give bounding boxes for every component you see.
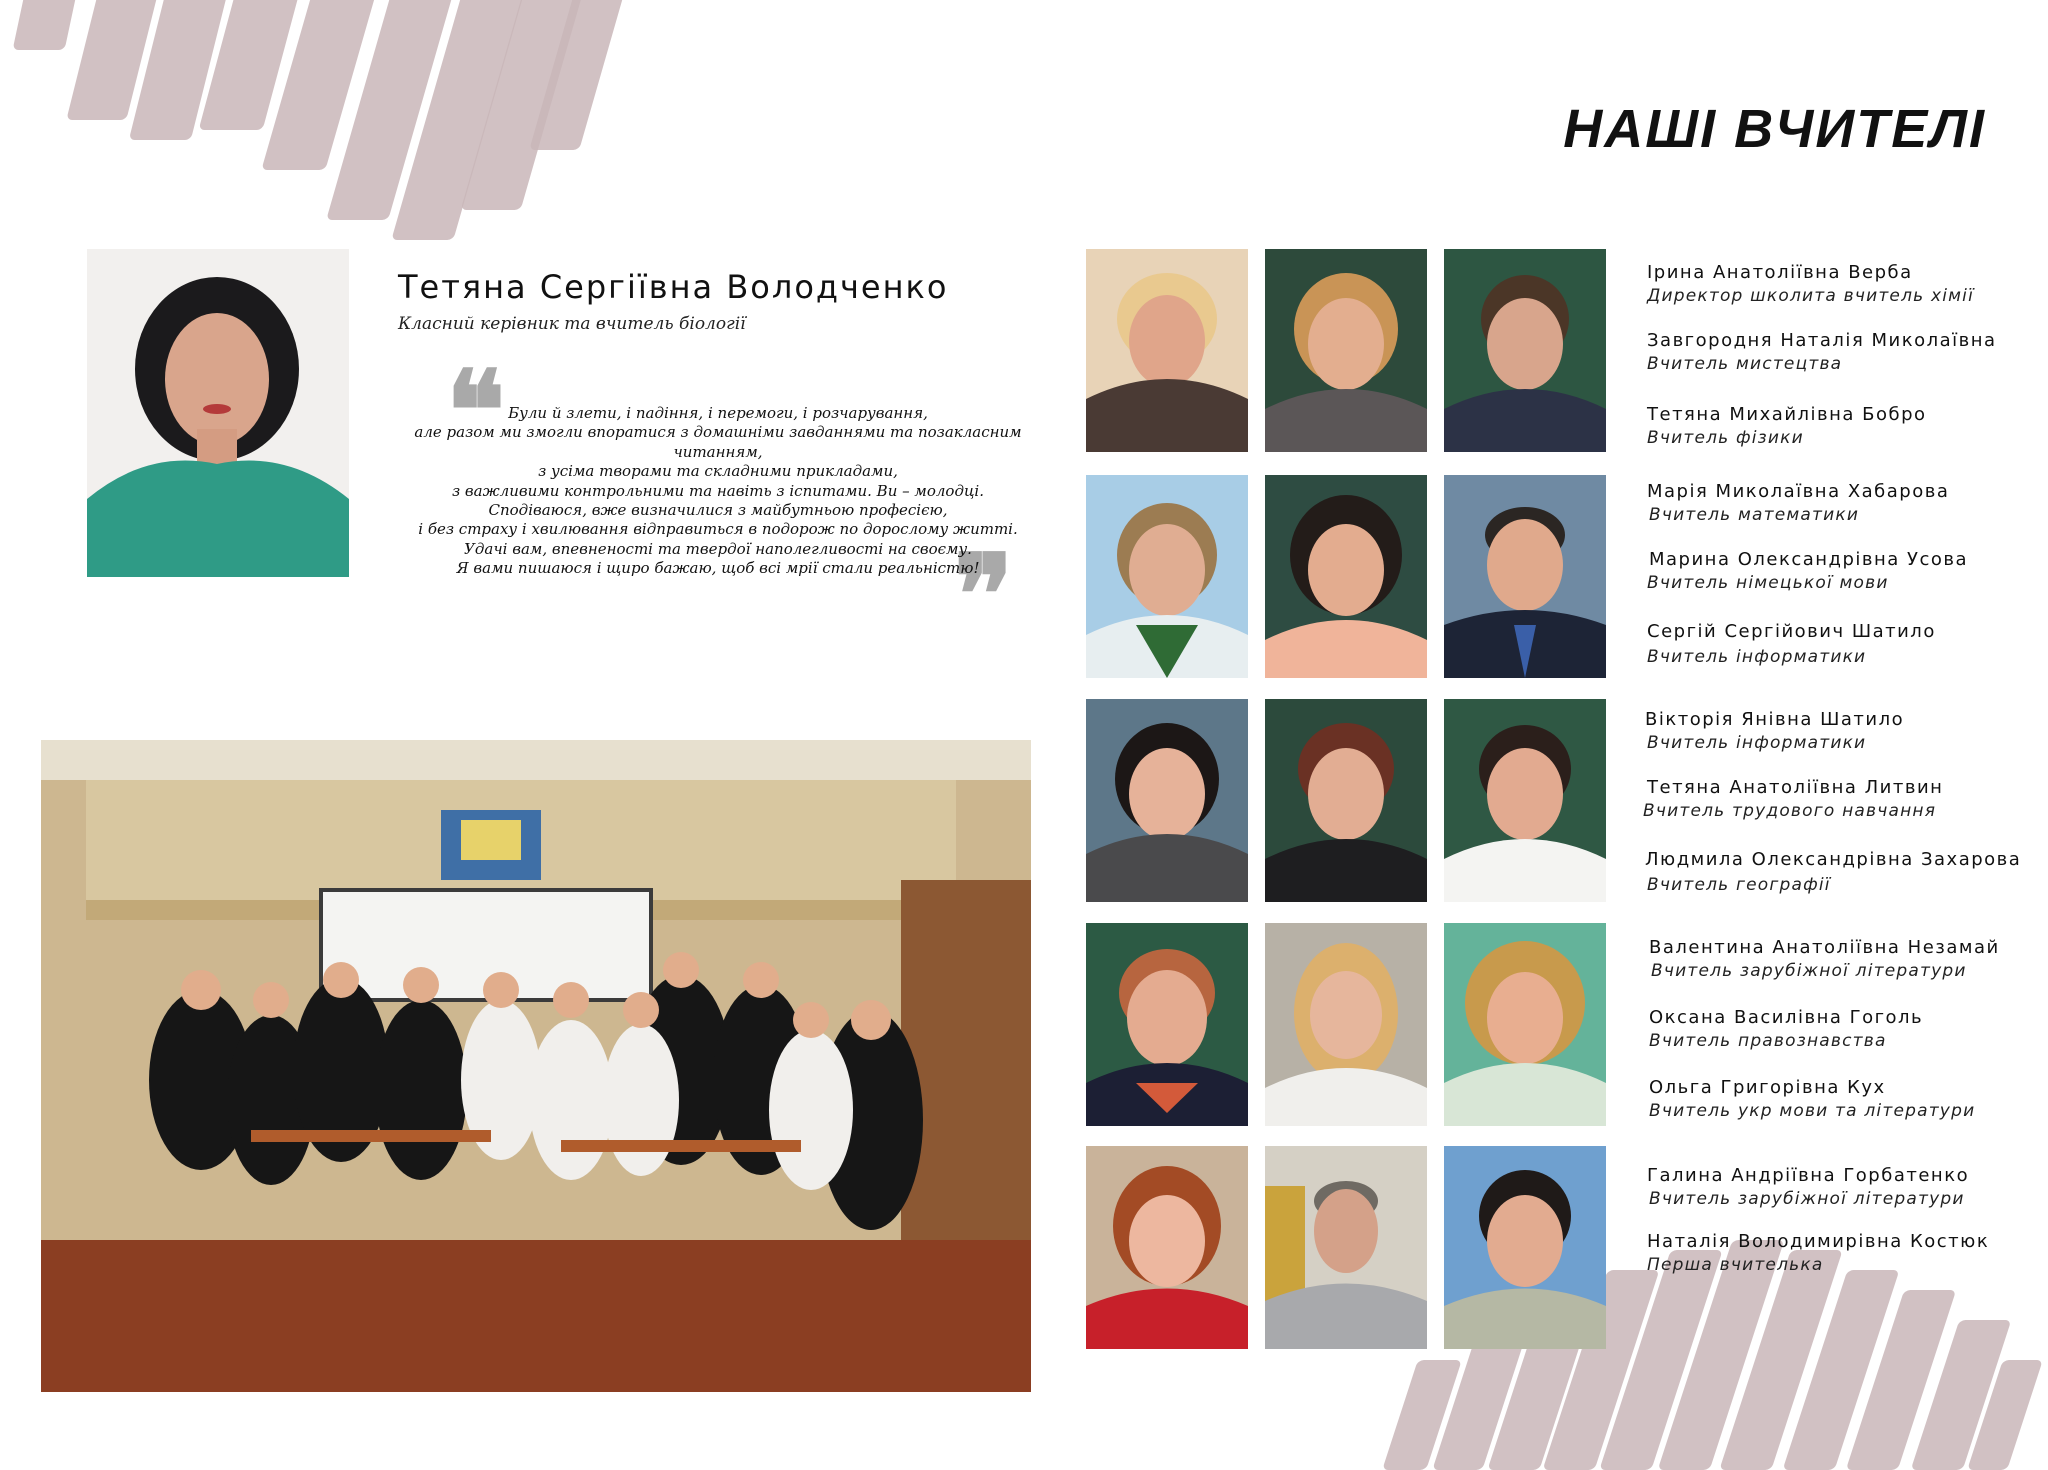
teacher-name: Наталія Володимирівна Костюк xyxy=(1647,1231,1990,1252)
teacher-role: Вчитель математики xyxy=(1649,505,1860,525)
quote-close-icon: ❞ xyxy=(954,530,1014,659)
teacher-role: Вчитель трудового навчання xyxy=(1643,801,1937,821)
teacher-photo xyxy=(1265,923,1427,1126)
class-group-photo xyxy=(41,740,1031,1392)
quote-text xyxy=(388,404,1048,579)
quote-line: з важливими контрольними та навіть з іспитами. Ви – молодці. xyxy=(451,481,984,500)
quote-line: Удачі вам, впевненості та твердої наполегливості на своєму. xyxy=(464,539,972,558)
teacher-role: Перша вчителька xyxy=(1647,1255,1824,1275)
teacher-photo xyxy=(1444,475,1606,678)
teacher-role: Вчитель укр мови та літератури xyxy=(1649,1101,1976,1121)
teacher-name: Оксана Василівна Гоголь xyxy=(1649,1007,1924,1028)
quote-line: але разом ми змогли впоратися з домашніми завданнями та позакласним читанням, xyxy=(414,423,1022,461)
class-teacher-photo xyxy=(87,249,349,577)
quote-open-icon: ❝ xyxy=(446,346,506,475)
teacher-role: Вчитель фізики xyxy=(1647,428,1804,448)
teacher-role: Вчитель зарубіжної літератури xyxy=(1649,1189,1965,1209)
teacher-photo xyxy=(1086,249,1248,452)
teacher-name: Ірина Анатоліївна Верба xyxy=(1647,262,1913,283)
teacher-photo xyxy=(1265,475,1427,678)
teacher-role: Вчитель німецької мови xyxy=(1647,573,1889,593)
teacher-name: Тетяна Анатоліївна Литвин xyxy=(1647,777,1944,798)
teacher-photo xyxy=(1265,249,1427,452)
teacher-photo xyxy=(1086,923,1248,1126)
page-title: НАШІ ВЧИТЕЛІ xyxy=(1563,99,1986,159)
teacher-photo xyxy=(1444,923,1606,1126)
teacher-role: Вчитель зарубіжної літератури xyxy=(1651,961,1967,981)
quote-line: Сподіваюся, вже визначилися з майбутньою професією, xyxy=(488,501,948,520)
teacher-name: Марина Олександрівна Усова xyxy=(1649,549,1969,570)
teacher-name: Людмила Олександрівна Захарова xyxy=(1645,849,2022,870)
teacher-role: Вчитель правознавства xyxy=(1649,1031,1887,1051)
teacher-name: Галина Андріївна Горбатенко xyxy=(1647,1165,1970,1186)
teacher-photo xyxy=(1444,699,1606,902)
teacher-photo xyxy=(1265,699,1427,902)
teacher-name: Сергій Сергійович Шатило xyxy=(1647,621,1936,642)
teacher-photo xyxy=(1444,1146,1606,1349)
quote-line: з усіма творами та складними прикладами, xyxy=(538,462,898,481)
teacher-name: Валентина Анатоліївна Незамай xyxy=(1649,937,2000,958)
teacher-photo xyxy=(1265,1146,1427,1349)
quote-line: і без страху і хвилювання відправиться в подорож по дорослому житті. xyxy=(418,520,1018,539)
teacher-photo xyxy=(1444,249,1606,452)
class-teacher-role: Класний керівник та вчитель біології xyxy=(398,314,746,334)
teacher-name: Ольга Григорівна Кух xyxy=(1649,1077,1886,1098)
teacher-role: Директор школита вчитель хімії xyxy=(1647,286,1975,306)
teacher-name: Завгородня Наталія Миколаївна xyxy=(1647,330,1997,351)
teacher-photo xyxy=(1086,1146,1248,1349)
teacher-role: Вчитель географії xyxy=(1647,875,1831,895)
teacher-photo xyxy=(1086,475,1248,678)
quote-line: Я вами пишаюся і щиро бажаю, щоб всі мрії стали реальністю! xyxy=(456,559,980,578)
quote-line: Були й злети, і падіння, і перемоги, і розчарування, xyxy=(508,404,928,422)
teacher-name: Вікторія Янівна Шатило xyxy=(1645,709,1905,730)
teacher-photo xyxy=(1086,699,1248,902)
teacher-name: Тетяна Михайлівна Бобро xyxy=(1647,404,1927,425)
class-teacher-name: Тетяна Сергіївна Володченко xyxy=(398,268,949,306)
teacher-role: Вчитель інформатики xyxy=(1647,647,1867,667)
teacher-role: Вчитель мистецтва xyxy=(1647,354,1843,374)
teacher-role: Вчитель інформатики xyxy=(1647,733,1867,753)
teacher-name: Марія Миколаївна Хабарова xyxy=(1647,481,1950,502)
